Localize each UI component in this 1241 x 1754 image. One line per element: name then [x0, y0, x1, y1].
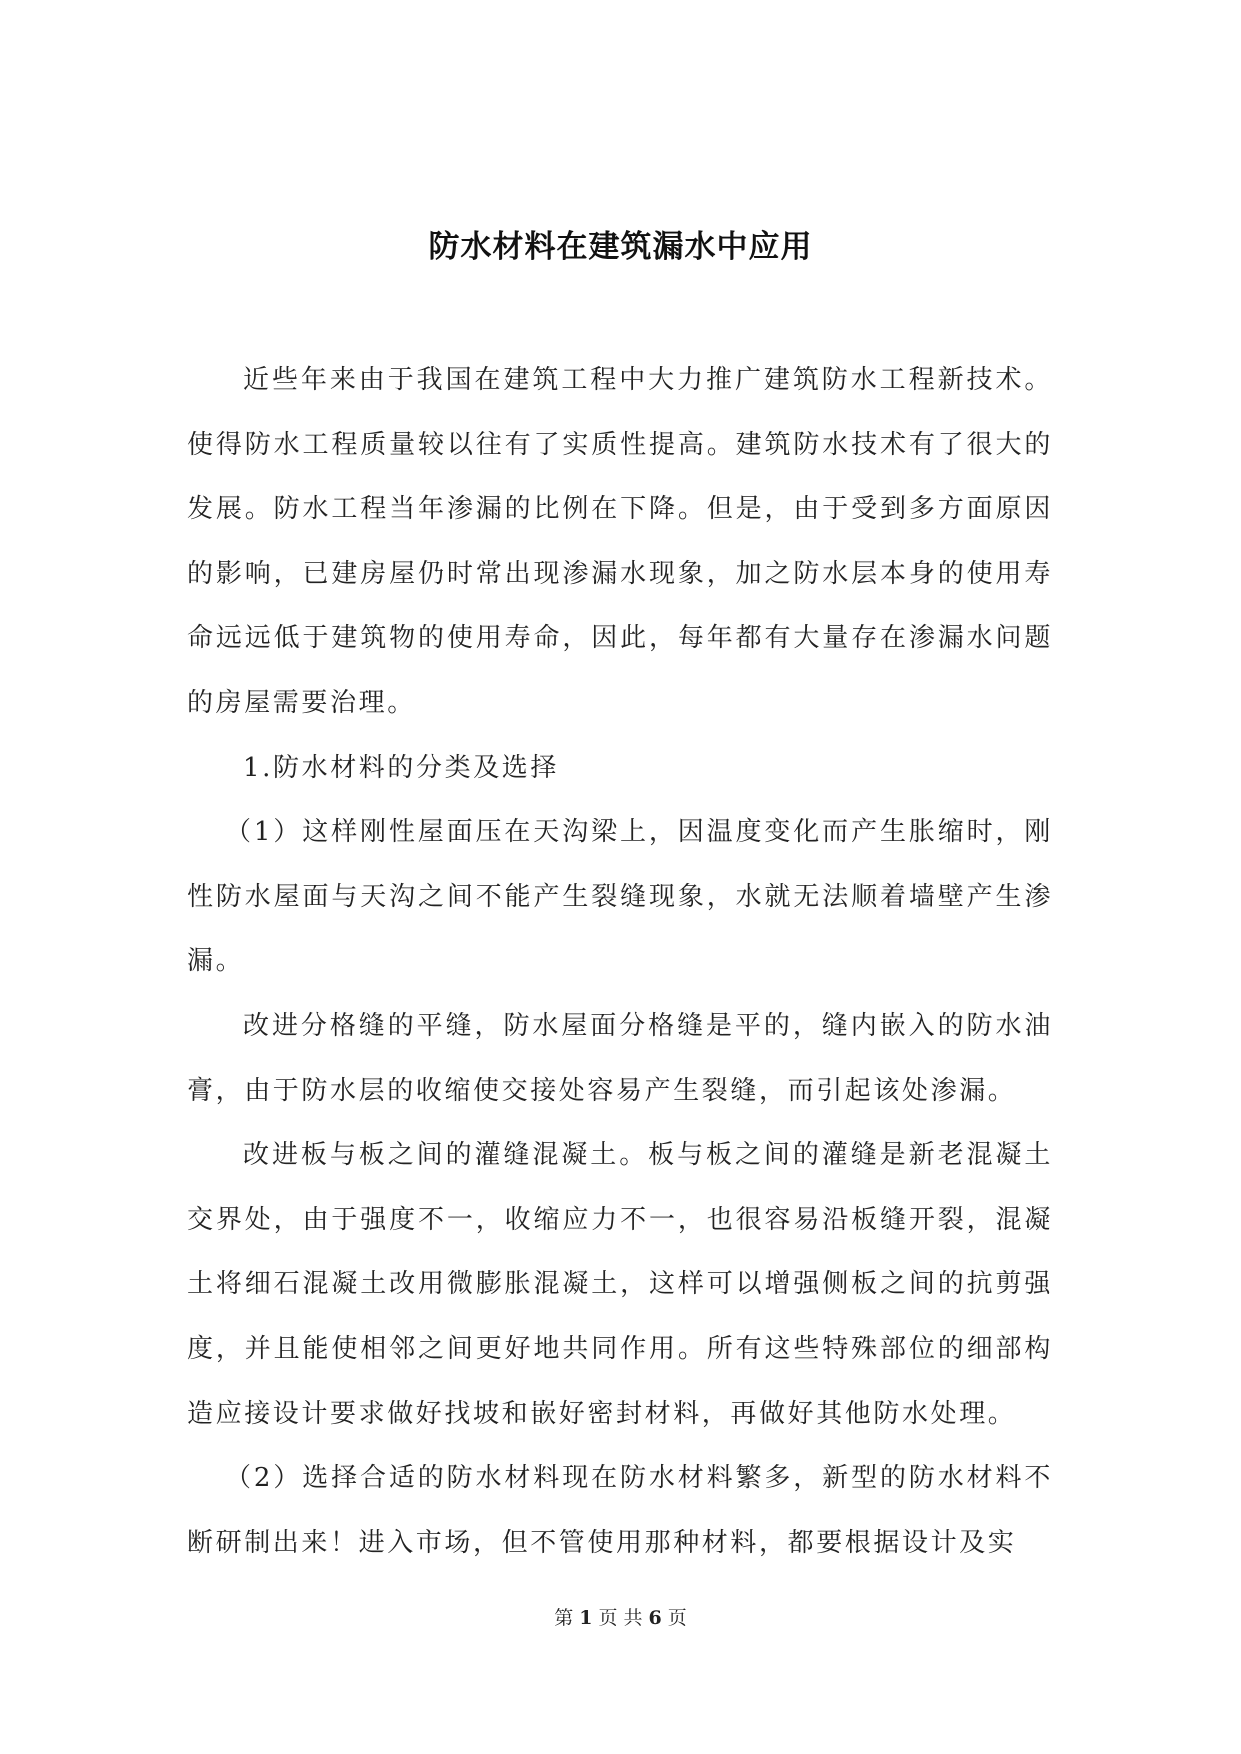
- paragraph-intro: 近些年来由于我国在建筑工程中大力推广建筑防水工程新技术。使得防水工程质量较以往有了实质性提高。建筑防水技术有了很大的发展。防水工程当年渗漏的比例在下降。但是，由于受到多方面原因的影响，已建房屋仍时常出现渗漏水现象，加之防水层本身的使用寿命远远低于建筑物的使用寿命，因此，每年都有大量存在渗漏水问题的房屋需要治理。: [187, 365, 1053, 718]
- footer-prefix: 第: [554, 1607, 574, 1629]
- document-body: [187, 348, 1053, 1575]
- paragraph-item-2: （2）选择合适的防水材料现在防水材料繁多，新型的防水材料不断研制出来！进入市场，但不管使用那种材料，都要根据设计及实: [187, 1463, 1053, 1558]
- paragraph-item-1: （1）这样刚性屋面压在天沟梁上，因温度变化而产生胀缩时，刚性防水屋面与天沟之间不能产生裂缝现象，水就无法顺着墙壁产生渗漏。: [187, 817, 1053, 977]
- footer-suffix: 页: [667, 1607, 687, 1629]
- footer-total-pages: 6: [648, 1607, 662, 1629]
- section-heading-1: 1.防水材料的分类及选择: [243, 752, 560, 783]
- page-footer: [0, 1604, 1241, 1632]
- footer-total-word: 共: [623, 1607, 643, 1629]
- paragraph-slab-grouting: 改进板与板之间的灌缝混凝土。板与板之间的灌缝是新老混凝土交界处，由于强度不一，收缩应力不一，也很容易沿板缝开裂，混凝土将细石混凝土改用微膨胀混凝土，这样可以增强侧板之间的抗剪强度，并且能使相邻之间更好地共同作用。所有这些特殊部位的细部构造应接设计要求做好找坡和嵌好密封材料，再做好其他防水处理。: [187, 1140, 1053, 1429]
- paragraph-joint-improvement: 改进分格缝的平缝，防水屋面分格缝是平的，缝内嵌入的防水油膏，由于防水层的收缩使交接处容易产生裂缝，而引起该处渗漏。: [187, 1010, 1053, 1106]
- footer-current-page: 1: [579, 1607, 593, 1629]
- document-title: 防水材料在建筑漏水中应用: [428, 229, 813, 265]
- footer-page-word: 页: [598, 1607, 618, 1629]
